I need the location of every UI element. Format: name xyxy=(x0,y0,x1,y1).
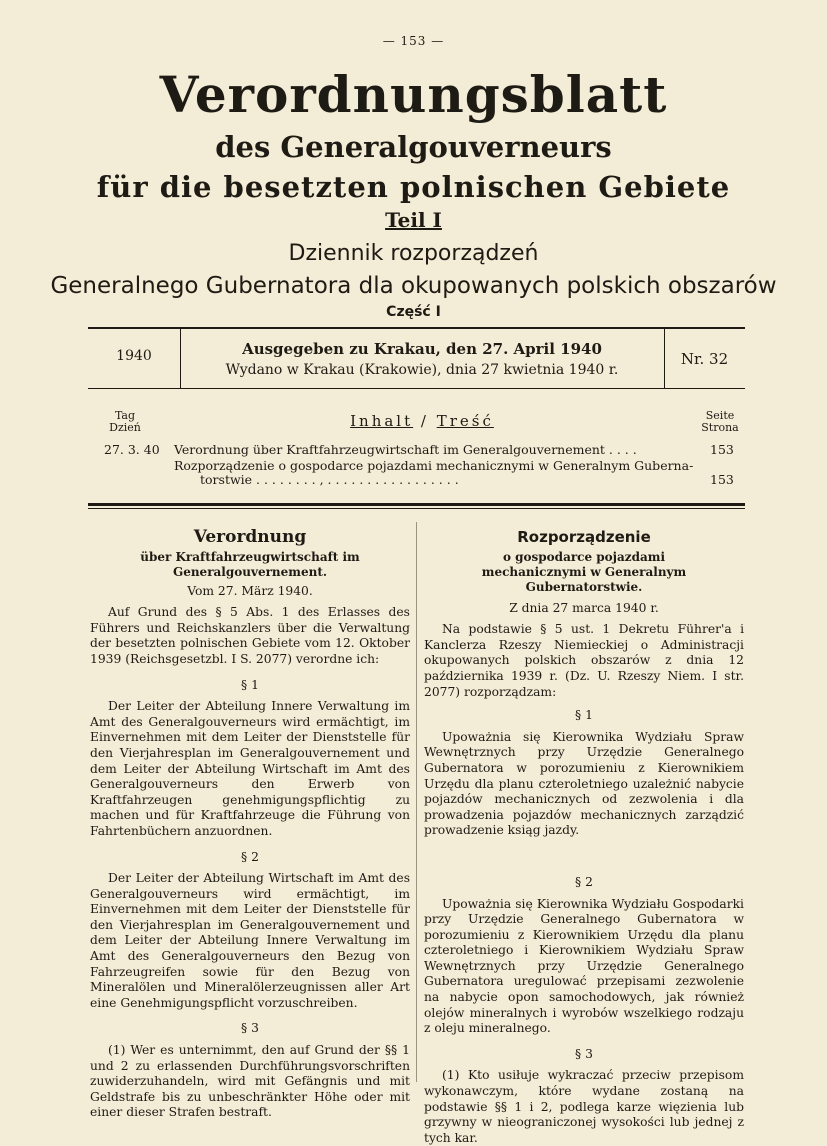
german-column xyxy=(90,527,410,1121)
issue-date-polish: Wydano w Krakau (Krakowie), dnia 27 kwietnia 1940 r. xyxy=(225,362,619,378)
polish-paragraph-2: Upoważnia się Kierownika Wydziału Gospodarki przy Urzędzie Generalnego Gubernatora w porozumieniu z Kierownikiem Urzędu dla planu czteroletniego i Kierownikiem Wydziału Spraw Wewnętrznych przy Urzędzie Generalnego Gubernatora uregulować przepisami zezwolenie na nabycie opon samochodowych, jak również olejów mineralnych i wyrobów wszelkiego rodzaju z oleju mineralnego. xyxy=(424,896,744,1036)
section-rule-thick xyxy=(88,503,745,506)
german-paragraph-2: Der Leiter der Abteilung Wirtschaft im Amt des Generalgouverneurs wird ermächtigt, im Einvernehmen mit dem Leiter der Dienststelle für den Vierjahresplan im Generalgouvernement und dem Leiter der Abteilung Innere Verwaltung im Amt des Generalgouverneurs den Bezug von Fahrzeugreifen sowie für den Bezug von Mineralölen und Mineralölerzeugnissen aller Art eine Genehmigungspflicht vorzuschreiben. xyxy=(90,871,410,1010)
toc-entry-polish: Rozporządzenie o gospodarce pojazdami mechanicznymi w Generalnym Guberna- xyxy=(174,458,694,473)
toc-heading xyxy=(180,412,664,430)
header-top-rule xyxy=(88,327,745,329)
toc-tag: Tag xyxy=(114,409,136,422)
toc-page-label xyxy=(695,410,745,434)
masthead-teil: Teil I xyxy=(385,208,442,232)
german-subheading: über Kraftfahrzeugwirtschaft im Generalgouvernement. xyxy=(140,549,360,579)
issue-year: 1940 xyxy=(116,348,152,364)
german-date: Vom 27. März 1940. xyxy=(187,583,313,598)
german-section-3: § 3 xyxy=(241,1021,259,1036)
polish-section-1: § 1 xyxy=(575,708,593,723)
polish-paragraph-3: (1) Kto usiłuje wykraczać przeciw przepisom wykonawczym, które wydane zostaną na podstawie §§ 1 i 2, podlega karze więzienia lub grzywny w nieograniczonej wysokości lub jednej z tych kar. xyxy=(424,1068,744,1145)
page-number: — 153 — xyxy=(382,34,445,48)
polish-paragraph-1: Upoważnia się Kierownika Wydziału Spraw Wewnętrznych przy Urzędzie Generalnego Gubernatora w porozumieniu z Kierownikiem Urzędu dla planu czteroletniego uzależnić nabycie pojazdów mechanicznych od zezwolenia i dla prowadzenia pojazdów mechanicznych zarządzić prowadzenie ksiąg jazdy. xyxy=(424,729,744,838)
toc-seite: Seite xyxy=(705,409,735,422)
toc-date: 27. 3. 40 xyxy=(104,442,160,457)
masthead-title: Verordnungsblatt xyxy=(159,65,668,124)
masthead-polish-subtitle: Generalnego Gubernatora dla okupowanych polskich obszarów xyxy=(50,273,777,299)
german-paragraph-1: Der Leiter der Abteilung Innere Verwaltung im Amt des Generalgouverneurs wird ermächtigt, im Einvernehmen mit dem Leiter der Dienststelle für den Vierjahresplan im Generalgouvernement und dem Leiter der Abteilung Wirtschaft im Amt des Generalgouverneurs den Erwerb von Kraftfahrzeugen genehmigungspflichtig zu machen und für Kraftfahrzeuge die Führung von Fahrtenbüchern anzuordnen. xyxy=(90,699,410,838)
masthead-polish-title: Dziennik rozporządzeń xyxy=(288,241,539,266)
polish-intro: Na podstawie § 5 ust. 1 Dekretu Führer'a i Kanclerza Rzeszy Niemieckiej o Administracji okupowanych polskich obszarów z dnia 12 października 1939 r. (Dz. U. Rzeszy Niem. I str. 2077) rozporządzam: xyxy=(424,622,744,699)
header-bottom-rule xyxy=(88,388,745,389)
german-heading: Verordnung xyxy=(193,527,307,547)
german-section-2: § 2 xyxy=(241,849,259,864)
masthead-subtitle-1: des Generalgouverneurs xyxy=(215,130,612,164)
column-divider xyxy=(416,522,417,1082)
toc-entry-polish-page: 153 xyxy=(710,472,734,487)
toc-heading-pl: Treść xyxy=(436,412,494,430)
toc-entry-polish-cont: torstwie . . . . . . . . , . . . . . . . . . . . . . . . . . xyxy=(200,472,459,487)
german-intro: Auf Grund des § 5 Abs. 1 des Erlasses des Führers und Reichskanzlers über die Verwaltung der besetzten polnischen Gebiete vom 12. Oktober 1939 (Reichsgesetzbl. I S. 2077) verordne ich: xyxy=(90,605,410,666)
toc-dzien: Dzień xyxy=(109,421,141,434)
polish-section-3: § 3 xyxy=(575,1046,593,1061)
polish-date: Z dnia 27 marca 1940 r. xyxy=(509,600,659,615)
toc-heading-de: Inhalt xyxy=(350,412,414,430)
issue-number: Nr. 32 xyxy=(680,350,729,368)
header-divider-left xyxy=(180,329,181,388)
toc-strona: Strona xyxy=(701,421,739,434)
masthead-czesc: Część I xyxy=(386,304,441,320)
german-paragraph-3: (1) Wer es unternimmt, den auf Grund der §§ 1 und 2 zu erlassenden Durchführungsvorschriften zuwiderzuhandeln, wird mit Gefängnis und mit Geldstrafe bis zu unbeschränkter Höhe oder mit einer dieser Strafen bestraft. xyxy=(90,1043,410,1120)
polish-section-2: § 2 xyxy=(575,874,593,889)
polish-subheading: o gospodarce pojazdami mechanicznymi w Generalnym Gubernatorstwie. xyxy=(481,549,687,594)
masthead-subtitle-2: für die besetzten polnischen Gebiete xyxy=(96,170,731,204)
toc-entry-german-page: 153 xyxy=(710,442,734,457)
german-section-1: § 1 xyxy=(241,677,259,692)
toc-tag-label xyxy=(100,410,150,434)
section-rule-thin xyxy=(88,508,745,509)
polish-column xyxy=(424,530,744,1146)
toc-entry-german: Verordnung über Kraftfahrzeugwirtschaft im Generalgouvernement . . . . xyxy=(174,442,637,457)
polish-heading: Rozporządzenie xyxy=(517,528,651,546)
toc-heading-sep: / xyxy=(413,412,437,430)
issue-date-german: Ausgegeben zu Krakau, den 27. April 1940 xyxy=(242,340,602,358)
